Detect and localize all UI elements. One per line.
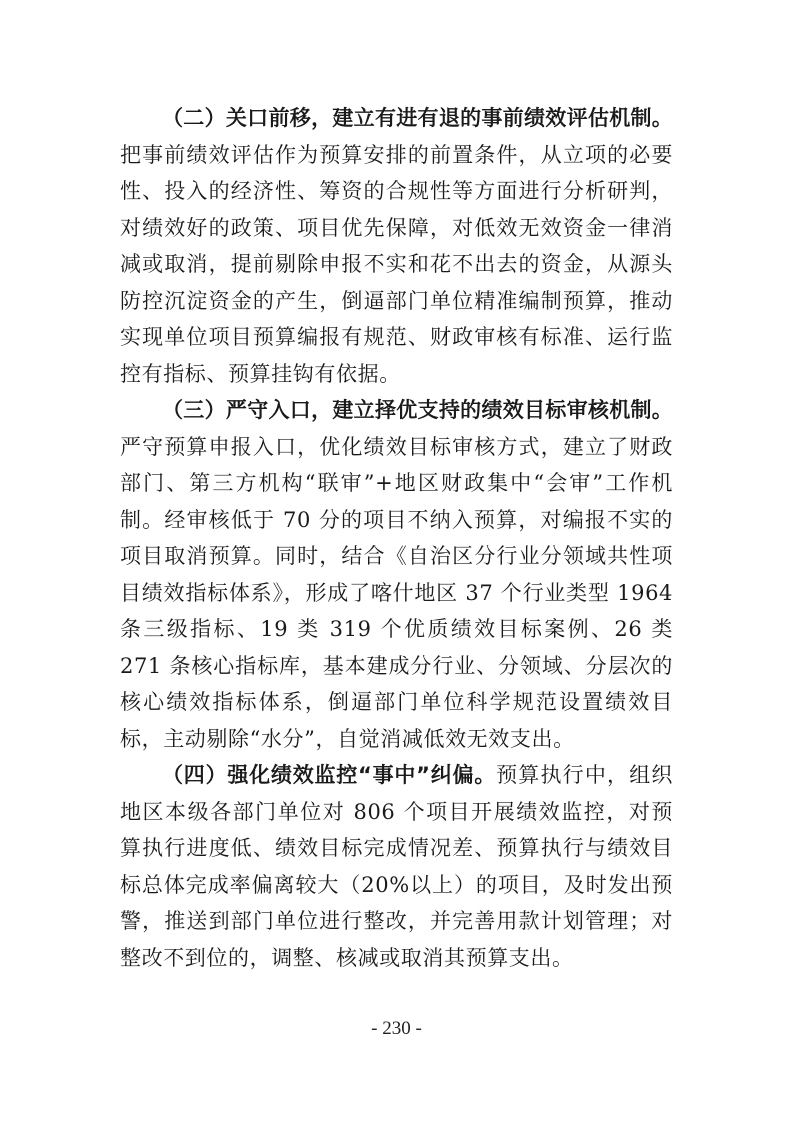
paragraph-pre-evaluation	[120, 100, 673, 392]
paragraph-text: 把事前绩效评估作为预算安排的前置条件，从立项的必要性、投入的经济性、筹资的合规性等方面进行分析研判，对绩效好的政策、项目优先保障，对低效无效资金一律消减或取消，提前剔除申报不实和花不出去的资金，从源头防控沉淀资金的产生，倒逼部门单位精准编制预算，推动实现单位项目预算编报有规范、财政审核有标准、运行监控有指标、预算挂钩有依据。	[120, 142, 673, 386]
paragraph-heading: （二）关口前移，建立有进有退的事前绩效评估机制。	[162, 106, 673, 130]
page-number: - 230 -	[371, 1018, 422, 1039]
paragraph-heading: （四）强化绩效监控“事中”纠偏。	[162, 763, 497, 787]
paragraph-heading: （三）严守入口，建立择优支持的绩效目标审核机制。	[162, 398, 673, 422]
paragraph-text: 预算执行中，组织地区本级各部门单位对 806 个项目开展绩效监控，对预算执行进度低、绩效目标完成情况差、预算执行与绩效目标总体完成率偏离较大（20%以上）的项目，及时发出预警，推送到部门单位进行整改，并完善用款计划管理；对整改不到位的，调整、核减或取消其预算支出。	[120, 763, 673, 970]
paragraph-monitoring	[120, 757, 673, 976]
paragraph-target-review	[120, 392, 673, 757]
paragraph-text: 严守预算申报入口，优化绩效目标审核方式，建立了财政部门、第三方机构“联审”+地区财政集中“会审”工作机制。经审核低于 70 分的项目不纳入预算，对编报不实的项目取消预算。同时，结合《自治区分行业分领域共性项目绩效指标体系》，形成了喀什地区 37 个行业类型 1964 条三级指标、19 类 319 个优质绩效目标案例、26 类 271 条核心指标库，基本建成分行业、分领域、分层次的核心绩效指标体系，倒逼部门单位科学规范设置绩效目标，主动剔除“水分”，自觉消减低效无效支出。	[120, 434, 673, 751]
document-body	[120, 100, 673, 976]
